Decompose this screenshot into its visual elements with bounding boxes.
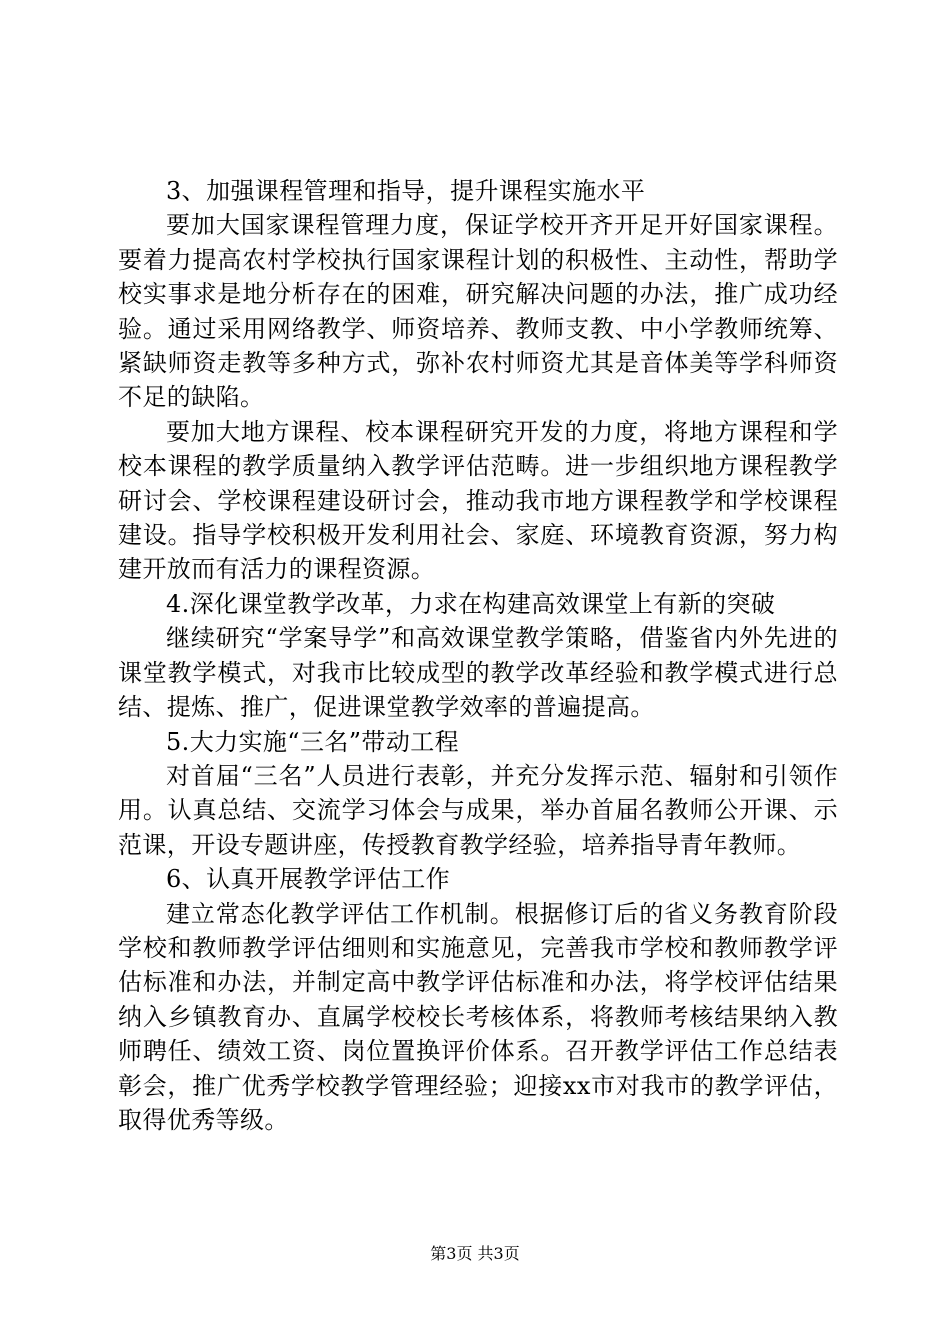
section-heading-6: 6、认真开展教学评估工作 (166, 865, 451, 894)
paragraph-teaching-evaluation: 建立常态化教学评估工作机制。根据修订后的省义务教育阶段学校和教师教学评估细则和实施意见，完善我市学校和教师教学评估标准和办法，并制定高中教学评估标准和办法，将学校评估结果纳入乡镇教育办、直属学校校长考核体系，将教师考核结果纳入教师聘任、绩效工资、岗位置换评价体系。召开教学评估工作总结表彰会，推广优秀学校教学管理经验；迎接xx市对我市的教学评估，取得优秀等级。 (118, 899, 838, 1134)
section-heading-5: 5.大力实施“三名”带动工程 (166, 727, 460, 756)
page-number-footer: 第3页 共3页 (430, 1244, 520, 1263)
section-heading-4: 4.深化课堂教学改革，力求在构建高效课堂上有新的突破 (166, 589, 776, 618)
paragraph-classroom-reform: 继续研究“学案导学”和高效课堂教学策略，借鉴省内外先进的课堂教学模式，对我市比较成型的教学改革经验和教学模式进行总结、提炼、推广，促进课堂教学效率的普遍提高。 (118, 624, 838, 722)
document-body (118, 174, 838, 1137)
paragraph-local-curriculum: 要加大地方课程、校本课程研究开发的力度，将地方课程和学校本课程的教学质量纳入教学评估范畴。进一步组织地方课程教学研讨会、学校课程建设研讨会，推动我市地方课程教学和学校课程建设。指导学校积极开发利用社会、家庭、环境教育资源，努力构建开放而有活力的课程资源。 (118, 417, 838, 584)
section-heading-3: 3、加强课程管理和指导，提升课程实施水平 (166, 177, 646, 205)
paragraph-three-names: 对首届“三名”人员进行表彰，并充分发挥示范、辐射和引领作用。认真总结、交流学习体会与成果，举办首届名教师公开课、示范课，开设专题讲座，传授教育教学经验，培养指导青年教师。 (118, 761, 838, 859)
paragraph-national-curriculum: 要加大国家课程管理力度，保证学校开齐开足开好国家课程。要着力提高农村学校执行国家课程计划的积极性、主动性，帮助学校实事求是地分析存在的困难，研究解决问题的办法，推广成功经验。通过采用网络教学、师资培养、教师支教、中小学教师统筹、紧缺师资走教等多种方式，弥补农村师资尤其是音体美等学科师资不足的缺陷。 (118, 211, 838, 412)
